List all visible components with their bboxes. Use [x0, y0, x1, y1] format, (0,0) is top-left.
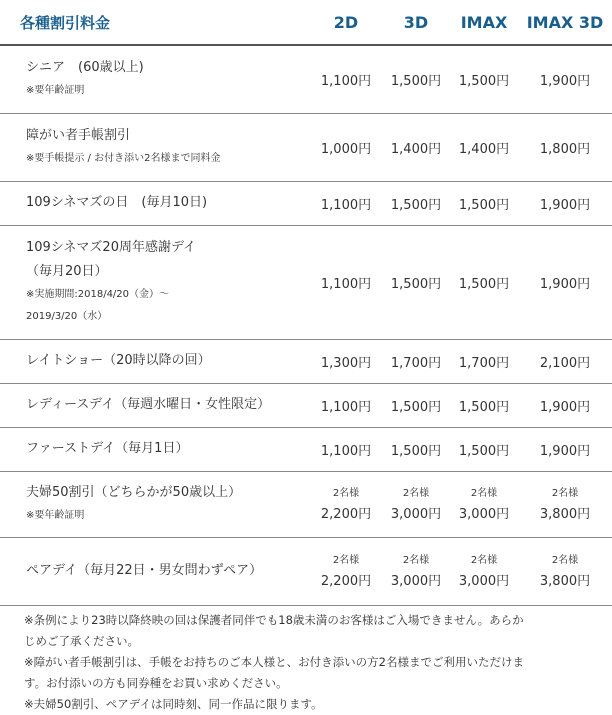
price-3d: 1,500円 [382, 225, 450, 339]
price-2d: 1,300円 [310, 339, 382, 383]
price-3d: 1,500円 [382, 427, 450, 471]
discount-name: レイトショー（20時以降の回） [26, 353, 211, 368]
price-imax: 3,000円 [458, 507, 510, 522]
price-prefix: 2名様 [332, 555, 360, 566]
price-3d: 3,000円 [390, 574, 442, 589]
table-row [0, 113, 612, 181]
column-header-2d: 2D [310, 0, 382, 45]
price-imax: 1,500円 [450, 225, 518, 339]
footnote-pair-discount: ※夫婦50割引、ペアデイは同時刻、同一作品に限ります。 [24, 696, 323, 711]
discount-name-line2: （毎月20日） [26, 264, 108, 279]
table-row [0, 339, 612, 383]
price-3d: 1,500円 [382, 383, 450, 427]
price-3d: 3,000円 [390, 507, 442, 522]
price-prefix: 2名様 [402, 488, 430, 499]
price-3d-cell [382, 471, 450, 537]
price-imax3d: 1,900円 [518, 225, 612, 339]
price-2d-cell [310, 537, 382, 605]
price-imax3d: 1,800円 [518, 113, 612, 181]
column-header-imax3d: IMAX 3D [518, 0, 612, 45]
table-row [0, 427, 612, 471]
price-imax3d: 1,900円 [518, 45, 612, 113]
discount-name: 109シネマズの日 (毎月10日) [26, 195, 208, 210]
discount-note-line2: 2019/3/20（水） [26, 311, 108, 322]
price-2d-cell [310, 471, 382, 537]
discount-name-cell [0, 181, 310, 225]
price-imax3d: 2,100円 [518, 339, 612, 383]
price-prefix: 2名様 [551, 555, 579, 566]
discount-name-cell [0, 471, 310, 537]
price-3d: 1,700円 [382, 339, 450, 383]
discount-name: 障がい者手帳割引 [26, 128, 131, 143]
price-imax: 1,400円 [450, 113, 518, 181]
table-row [0, 471, 612, 537]
price-imax: 1,700円 [450, 339, 518, 383]
discount-name-cell [0, 225, 310, 339]
column-header-imax: IMAX [450, 0, 518, 45]
table-row [0, 45, 612, 113]
footnote-disability-line1: ※障がい者手帳割引は、手帳をお持ちのご本人様と、お付き添いの方2名様までご利用いただけま [24, 654, 524, 669]
price-2d: 1,100円 [310, 181, 382, 225]
discount-name-cell [0, 537, 310, 605]
discount-name: ペアデイ（毎月22日・男女問わずペア） [26, 563, 263, 578]
price-imax: 1,500円 [450, 181, 518, 225]
discount-note: ※実施期間:2018/4/20（金）〜 [26, 289, 170, 300]
price-3d-cell [382, 537, 450, 605]
price-imax3d-cell [518, 537, 612, 605]
price-prefix: 2名様 [551, 488, 579, 499]
price-imax3d-cell [518, 471, 612, 537]
discount-name-cell [0, 339, 310, 383]
price-prefix: 2名様 [332, 488, 360, 499]
table-row [0, 537, 612, 605]
discount-name: 109シネマズ20周年感謝デイ [26, 240, 197, 255]
footnote-curfew-line1: ※条例により23時以降終映の回は保護者同伴でも18歳未満のお客様はご入場できません。あらか [24, 612, 524, 627]
price-2d: 1,000円 [310, 113, 382, 181]
price-imax-cell [450, 537, 518, 605]
price-2d: 2,200円 [320, 507, 372, 522]
price-2d: 1,100円 [310, 225, 382, 339]
discount-name-cell [0, 45, 310, 113]
price-imax: 3,000円 [458, 574, 510, 589]
price-imax3d: 3,800円 [539, 574, 591, 589]
footnote-disability-line2: す。お付添いの方も同券種をお買い求めください。 [24, 675, 288, 690]
discount-name: シニア (60歳以上) [26, 60, 144, 76]
table-row [0, 225, 612, 339]
price-3d: 1,500円 [382, 45, 450, 113]
discount-note: ※要年齢証明 [26, 85, 85, 97]
table-header-row [0, 0, 612, 45]
price-prefix: 2名様 [470, 555, 498, 566]
price-2d: 2,200円 [320, 574, 372, 589]
price-imax: 1,500円 [450, 45, 518, 113]
price-imax3d: 1,900円 [518, 427, 612, 471]
price-2d: 1,100円 [310, 427, 382, 471]
price-imax3d: 1,900円 [518, 181, 612, 225]
price-3d: 1,500円 [382, 181, 450, 225]
discount-name-cell [0, 427, 310, 471]
discount-name-cell [0, 113, 310, 181]
table-row [0, 383, 612, 427]
discount-name-cell [0, 383, 310, 427]
price-imax3d: 1,900円 [518, 383, 612, 427]
price-imax-cell [450, 471, 518, 537]
footnote-curfew-line2: じめご了承ください。 [24, 633, 139, 648]
table-title: 各種割引料金 [0, 0, 310, 45]
price-imax3d: 3,800円 [539, 507, 591, 522]
price-2d: 1,100円 [310, 383, 382, 427]
price-imax: 1,500円 [450, 383, 518, 427]
discount-name: ファーストデイ（毎月1日） [26, 441, 189, 456]
footnotes [0, 606, 612, 715]
discount-note: ※要手帳提示 / お付き添い2名様まで同料金 [26, 153, 221, 164]
table-row [0, 181, 612, 225]
discount-name: 夫婦50割引（どちらかが50歳以上） [26, 485, 242, 500]
price-2d: 1,100円 [310, 45, 382, 113]
price-prefix: 2名様 [470, 488, 498, 499]
price-3d: 1,400円 [382, 113, 450, 181]
discount-name: レディースデイ（毎週水曜日・女性限定） [26, 397, 271, 412]
discount-note: ※要年齢証明 [26, 510, 85, 521]
column-header-3d: 3D [382, 0, 450, 45]
price-prefix: 2名様 [402, 555, 430, 566]
price-imax: 1,500円 [450, 427, 518, 471]
